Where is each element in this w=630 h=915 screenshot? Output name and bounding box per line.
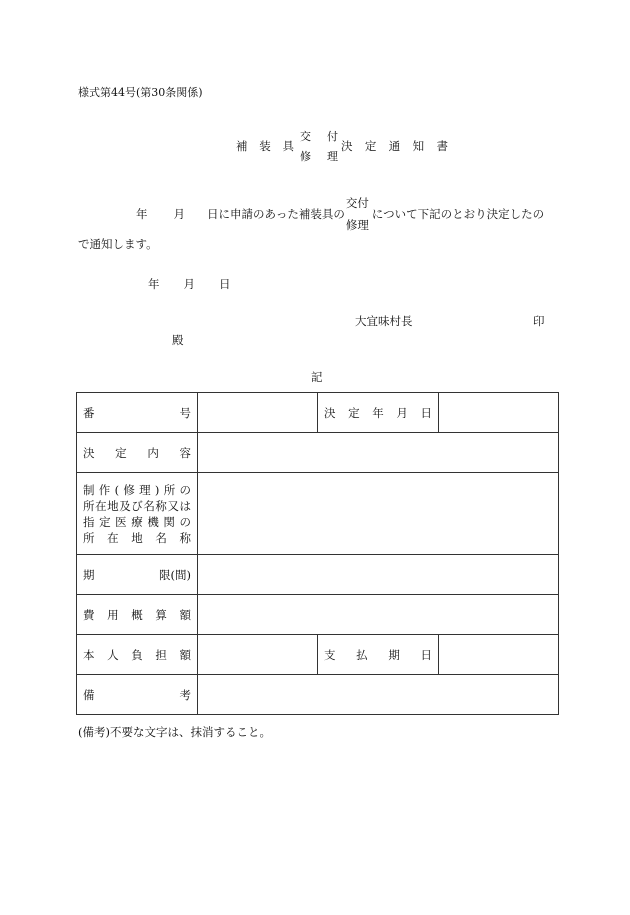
label-char: 及	[119, 498, 131, 513]
month-label: 月	[173, 207, 185, 221]
issue-date	[148, 276, 231, 292]
label-char: 地	[107, 498, 119, 513]
body-paragraph-line1	[136, 195, 544, 233]
label-char: 修	[123, 482, 135, 497]
label-char: 容	[179, 445, 191, 460]
label-char: 定	[348, 405, 360, 420]
label-char: 期	[83, 567, 95, 582]
ki-heading: 記	[311, 370, 323, 384]
title-option-top	[300, 128, 338, 144]
label-char: 地	[131, 530, 143, 545]
label-char: 称	[179, 530, 191, 545]
label-char: 医	[115, 514, 127, 529]
label-char: 理	[139, 482, 151, 497]
maker-location-label	[77, 473, 198, 555]
title-option-bottom	[300, 148, 338, 164]
number-field[interactable]	[198, 393, 318, 433]
footnote: (備考)不要な文字は、抹消すること。	[78, 725, 271, 739]
label-char: 費	[83, 607, 95, 622]
decision-text: について下記のとおり決定したの	[371, 207, 545, 221]
label-char: 作	[98, 482, 111, 497]
label-char: の	[179, 482, 191, 497]
table-row	[77, 433, 559, 473]
period-label	[77, 555, 198, 595]
label-char: 額	[179, 647, 191, 662]
label-char: 日	[420, 405, 432, 420]
label-char: 又	[167, 498, 179, 513]
option-issue: 交付	[345, 196, 369, 210]
title-char: 知	[412, 139, 425, 153]
label-char: 概	[131, 607, 143, 622]
title-suffix	[341, 138, 448, 154]
day-label: 日	[219, 277, 231, 291]
remarks-field[interactable]	[198, 675, 559, 715]
title-char: 付	[327, 130, 338, 143]
label-char: 所	[163, 482, 176, 497]
title-char: 理	[327, 150, 338, 163]
decision-content-label	[77, 433, 198, 473]
title-char: 決	[341, 139, 353, 153]
paragraph-options	[346, 195, 371, 233]
label-char: 限(間)	[159, 567, 191, 582]
title-char: 書	[436, 139, 448, 153]
payment-date-field[interactable]	[439, 635, 559, 675]
label-char: は	[179, 498, 191, 513]
title-char: 装	[259, 139, 271, 153]
label-char: 所	[83, 530, 95, 545]
self-burden-label	[77, 635, 198, 675]
document-title	[236, 128, 448, 164]
year-label: 年	[136, 207, 148, 221]
label-char: 月	[396, 405, 408, 420]
label-char: 払	[356, 647, 368, 662]
label-char: 内	[147, 445, 159, 460]
cost-estimate-field[interactable]	[198, 595, 559, 635]
period-field[interactable]	[198, 555, 559, 595]
label-char: 本	[83, 647, 95, 662]
label-char: 称	[155, 498, 167, 513]
label-char: び	[131, 498, 143, 513]
label-char: 支	[324, 647, 336, 662]
label-char: 在	[95, 498, 107, 513]
label-char: 定	[99, 514, 111, 529]
label-char: 考	[179, 687, 191, 702]
body-paragraph-line2: で通知します。	[78, 237, 158, 251]
number-label	[77, 393, 198, 433]
decision-content-field[interactable]	[198, 433, 559, 473]
decision-date-field[interactable]	[439, 393, 559, 433]
table-row	[77, 473, 559, 555]
label-char: 人	[107, 647, 119, 662]
option-repair: 修理	[345, 218, 369, 232]
payment-date-label	[318, 635, 439, 675]
label-char: 番	[83, 405, 95, 420]
title-prefix	[236, 138, 294, 154]
label-char: 決	[83, 445, 95, 460]
label-char: 期	[388, 647, 400, 662]
label-char: 備	[83, 687, 95, 702]
title-char: 修	[300, 150, 311, 163]
remarks-label	[77, 675, 198, 715]
table-row	[77, 595, 559, 635]
label-char: 療	[131, 514, 143, 529]
title-char: 通	[388, 139, 401, 153]
month-label: 月	[183, 277, 195, 291]
year-label: 年	[148, 277, 160, 291]
label-char: 年	[372, 405, 384, 420]
label-char: 関	[163, 514, 175, 529]
label-char: 名	[155, 530, 167, 545]
label-char: 負	[131, 647, 143, 662]
form-number-label: 様式第44号(第30条関係)	[78, 86, 203, 99]
recipient-honorific: 殿	[172, 333, 184, 347]
issuer-mayor: 大宜味村長	[355, 314, 413, 328]
label-char: 所	[83, 498, 95, 513]
label-char: )	[154, 482, 160, 497]
label-char: 担	[155, 647, 167, 662]
title-char: 具	[282, 139, 294, 153]
label-char: 制	[83, 482, 95, 497]
label-char: の	[179, 514, 191, 529]
title-char: 定	[364, 139, 377, 153]
title-char: 交	[300, 130, 311, 143]
label-char: 日	[420, 647, 432, 662]
seal-mark: 印	[533, 314, 545, 328]
title-char: 補	[236, 139, 248, 153]
decision-table	[76, 392, 559, 715]
label-char: 号	[179, 405, 191, 420]
label-char: 定	[115, 445, 127, 460]
label-char: (	[114, 482, 120, 497]
table-row	[77, 393, 559, 433]
maker-location-field[interactable]	[198, 473, 559, 555]
label-char: 名	[143, 498, 155, 513]
label-char: 用	[107, 607, 119, 622]
label-char: 指	[83, 514, 95, 529]
label-char: 在	[107, 530, 119, 545]
self-burden-field[interactable]	[198, 635, 318, 675]
application-text: 日に申請のあった補装具の	[207, 207, 345, 221]
label-char: 決	[324, 405, 336, 420]
table-row	[77, 555, 559, 595]
decision-date-label	[318, 393, 439, 433]
table-row	[77, 635, 559, 675]
title-options	[300, 128, 338, 164]
label-char: 算	[155, 607, 167, 622]
label-char: 額	[179, 607, 191, 622]
table-row	[77, 675, 559, 715]
cost-estimate-label	[77, 595, 198, 635]
label-char: 機	[147, 514, 159, 529]
